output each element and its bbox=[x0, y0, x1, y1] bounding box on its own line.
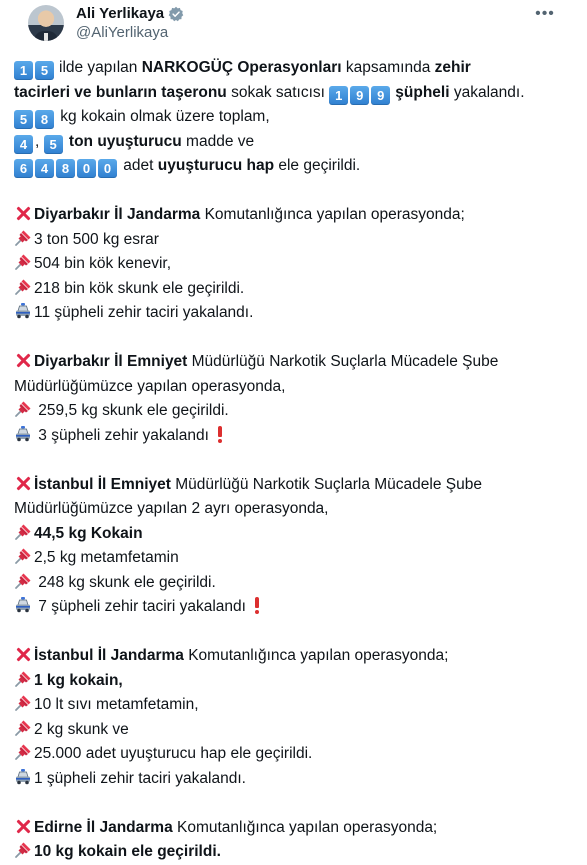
keycap-digit: 4 bbox=[14, 135, 33, 154]
police-car-icon bbox=[14, 425, 32, 443]
keycap-digit: 5 bbox=[35, 61, 54, 80]
more-options-icon[interactable]: ••• bbox=[535, 5, 555, 22]
keycap-digit: 5 bbox=[14, 110, 33, 129]
cross-mark-icon bbox=[14, 351, 32, 369]
author-block bbox=[76, 4, 184, 42]
intro-line-5: 6 4 8 0 0 adet uyuşturucu hap ele geçirildi. bbox=[14, 154, 573, 179]
keycap-digit: 0 bbox=[77, 159, 96, 178]
keycap-digit: 9 bbox=[350, 86, 369, 105]
cross-mark-icon bbox=[14, 474, 32, 492]
section-title-line-2: Müdürlüğümüzce yapılan 2 ayrı operasyonda, bbox=[14, 500, 329, 517]
pushpin-icon bbox=[14, 694, 32, 712]
keycap-digit: 8 bbox=[56, 159, 75, 178]
section-title: Diyarbakır İl Jandarma Komutanlığınca yapılan operasyonda; bbox=[14, 203, 573, 228]
list-item: 2,5 kg metamfetamin bbox=[14, 546, 573, 571]
keycap-digit: 6 bbox=[14, 159, 33, 178]
section-title: Edirne İl Jandarma Komutanlığınca yapılan operasyonda; bbox=[14, 816, 573, 841]
pushpin-icon bbox=[14, 278, 32, 296]
pushpin-icon bbox=[14, 841, 32, 859]
intro-line-4: 4 , 5 ton uyuşturucu madde ve bbox=[14, 130, 573, 155]
verified-badge-icon bbox=[168, 6, 184, 22]
pushpin-icon bbox=[14, 400, 32, 418]
list-item: 1 şüpheli zehir taciri yakalandı. bbox=[14, 767, 573, 792]
list-item: 504 bin kök kenevir, bbox=[14, 252, 573, 277]
tweet-header bbox=[14, 0, 573, 48]
keycap-digit: 8 bbox=[35, 110, 54, 129]
section-title: Diyarbakır İl Emniyet Müdürlüğü Narkotik Suçlarla Mücadele Şube bbox=[14, 350, 573, 375]
list-item: 7 şüpheli zehir taciri yakalandı bbox=[14, 595, 573, 620]
list-item: 10 kg kokain ele geçirildi. bbox=[14, 840, 573, 865]
police-car-icon bbox=[14, 596, 32, 614]
list-item: 3 şüpheli zehir yakalandı bbox=[14, 424, 573, 449]
list-item: 11 şüpheli zehir taciri yakalandı. bbox=[14, 301, 573, 326]
pushpin-icon bbox=[14, 523, 32, 541]
police-car-icon bbox=[14, 302, 32, 320]
intro-line-2: tacirleri ve bunların taşeronu sokak satıcısı 1 9 9 şüpheli yakalandı. bbox=[14, 83, 525, 103]
cross-mark-icon bbox=[14, 817, 32, 835]
keycap-digit: 1 bbox=[329, 86, 348, 105]
exclamation-icon bbox=[253, 596, 261, 614]
cross-mark-icon bbox=[14, 645, 32, 663]
pushpin-icon bbox=[14, 253, 32, 271]
keycap-digit: 1 bbox=[14, 61, 33, 80]
keycap-digit: 0 bbox=[98, 159, 117, 178]
list-item: 3 ton 500 kg esrar bbox=[14, 228, 573, 253]
tweet-text bbox=[14, 56, 573, 865]
author-name[interactable]: Ali Yerlikaya bbox=[76, 4, 184, 23]
pushpin-icon bbox=[14, 670, 32, 688]
police-car-icon bbox=[14, 768, 32, 786]
pushpin-icon bbox=[14, 229, 32, 247]
intro-line-1: 1 5 ilde yapılan NARKOGÜÇ Operasyonları kapsamında zehir bbox=[14, 56, 573, 81]
pushpin-icon bbox=[14, 719, 32, 737]
list-item: 10 lt sıvı metamfetamin, bbox=[14, 693, 573, 718]
section-title-line-2: Müdürlüğümüzce yapılan operasyonda, bbox=[14, 377, 286, 395]
exclamation-icon bbox=[216, 425, 224, 443]
list-item: 25.000 adet uyuşturucu hap ele geçirildi. bbox=[14, 742, 573, 767]
avatar[interactable] bbox=[28, 5, 64, 41]
list-item: 218 bin kök skunk ele geçirildi. bbox=[14, 277, 573, 302]
list-item: 2 kg skunk ve bbox=[14, 718, 573, 743]
intro-line-3: 5 8 kg kokain olmak üzere toplam, bbox=[14, 105, 573, 130]
list-item: 1 kg kokain, bbox=[14, 669, 573, 694]
section-title: İstanbul İl Jandarma Komutanlığınca yapılan operasyonda; bbox=[14, 644, 573, 669]
cross-mark-icon bbox=[14, 204, 32, 222]
author-handle[interactable]: @AliYerlikaya bbox=[76, 24, 169, 41]
keycap-digit: 5 bbox=[44, 135, 63, 154]
list-item: 259,5 kg skunk ele geçirildi. bbox=[14, 399, 573, 424]
section-title: İstanbul İl Emniyet Müdürlüğü Narkotik Suçlarla Mücadele Şube bbox=[14, 473, 573, 498]
pushpin-icon bbox=[14, 572, 32, 590]
pushpin-icon bbox=[14, 547, 32, 565]
keycap-digit: 9 bbox=[371, 86, 390, 105]
list-item: 44,5 kg Kokain bbox=[14, 522, 573, 547]
keycap-digit: 4 bbox=[35, 159, 54, 178]
list-item: 248 kg skunk ele geçirildi. bbox=[14, 571, 573, 596]
pushpin-icon bbox=[14, 743, 32, 761]
